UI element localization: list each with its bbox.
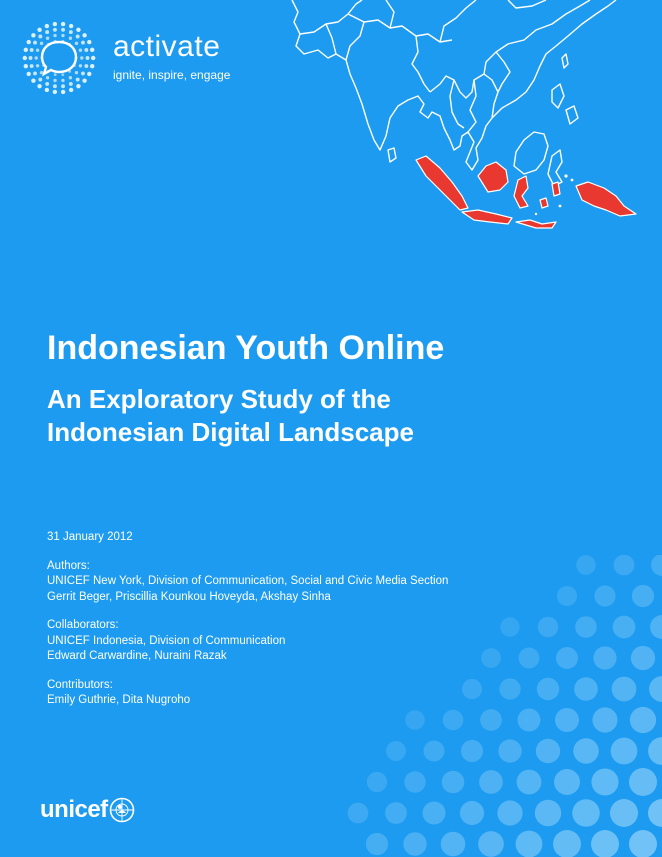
logo-dot xyxy=(37,84,41,88)
logo-dot xyxy=(82,78,86,82)
logo-dot xyxy=(33,41,37,45)
collaborators-line: Edward Carwardine, Nuraini Razak xyxy=(47,650,227,662)
pattern-dot xyxy=(573,738,599,764)
logo-dot xyxy=(30,64,34,68)
indonesia-highlight xyxy=(416,156,636,228)
pattern-dot xyxy=(594,585,615,606)
pattern-dot xyxy=(478,831,504,857)
report-subtitle xyxy=(47,383,414,450)
pattern-dot xyxy=(516,831,543,857)
pattern-dot xyxy=(535,800,561,826)
report-title: Indonesian Youth Online xyxy=(47,329,445,367)
pattern-dot xyxy=(614,555,635,575)
logo-dot xyxy=(87,72,91,76)
unicef-wordmark: unicef xyxy=(40,796,108,823)
pattern-dot xyxy=(650,615,662,639)
activate-logo xyxy=(18,18,238,102)
brand-name: activate xyxy=(113,30,221,63)
speech-bubble-dots-icon xyxy=(18,18,100,100)
pattern-dot xyxy=(536,739,560,763)
pattern-dot xyxy=(648,799,662,827)
logo-dot xyxy=(35,56,38,59)
logo-dot xyxy=(40,71,43,74)
pattern-dot xyxy=(385,802,407,824)
logo-dot xyxy=(69,37,72,40)
logo-dot xyxy=(76,78,80,82)
logo-dot xyxy=(76,84,80,88)
logo-dot xyxy=(61,28,65,32)
sulawesi-shape xyxy=(514,176,528,208)
logo-dot xyxy=(69,30,73,34)
logo-dot xyxy=(79,49,82,52)
pattern-dot xyxy=(612,677,637,702)
logo-dot xyxy=(61,73,64,76)
pattern-dot xyxy=(479,770,503,794)
authors-heading: Authors: xyxy=(47,559,90,572)
pattern-dot xyxy=(517,770,542,795)
logo-dot xyxy=(53,28,57,32)
subtitle-line: An Exploratory Study of the xyxy=(47,384,391,414)
pattern-dot xyxy=(554,769,580,795)
logo-dot xyxy=(53,34,56,37)
pattern-dot xyxy=(632,585,654,607)
pattern-dot xyxy=(611,738,638,765)
pattern-dot xyxy=(592,707,617,732)
logo-dot xyxy=(36,49,39,52)
pattern-dot xyxy=(461,740,483,762)
pattern-dot xyxy=(556,647,578,669)
pattern-dot xyxy=(460,801,484,825)
subtitle-line: Indonesian Digital Landscape xyxy=(47,417,414,448)
pattern-dot xyxy=(576,555,596,575)
pattern-dot xyxy=(518,709,541,732)
logo-dot xyxy=(45,30,49,34)
logo-dot xyxy=(23,56,27,60)
logo-dot xyxy=(87,40,91,44)
pattern-dot xyxy=(405,710,424,729)
logo-dot xyxy=(61,84,65,88)
nusa-tenggara-shape xyxy=(516,220,556,228)
kalimantan-shape xyxy=(478,162,508,192)
contributors-heading: Contributors: xyxy=(47,678,113,691)
logo-dot xyxy=(53,22,57,26)
logo-dot xyxy=(27,72,31,76)
logo-dot xyxy=(45,24,49,28)
logo-dot xyxy=(90,48,94,52)
pattern-dot xyxy=(386,741,406,761)
report-date: 31 January 2012 xyxy=(47,531,133,543)
logo-dot xyxy=(53,90,57,94)
pattern-dot xyxy=(649,676,662,702)
pattern-dot xyxy=(366,833,388,855)
logo-dot xyxy=(61,34,64,37)
logo-dot xyxy=(61,90,65,94)
pattern-dot xyxy=(630,707,656,733)
pattern-dot xyxy=(557,586,577,606)
unicef-emblem-icon xyxy=(109,797,135,823)
logo-dot xyxy=(91,56,95,60)
pattern-dot xyxy=(648,737,662,765)
mainland-coastline xyxy=(292,0,616,170)
logo-dot xyxy=(54,73,57,76)
pattern-dot xyxy=(575,616,597,638)
maluku-shape xyxy=(552,182,560,196)
logo-dot xyxy=(38,35,42,39)
pattern-dot xyxy=(572,799,600,827)
pattern-dot xyxy=(422,801,445,824)
collaborators-line: UNICEF Indonesia, Division of Communication xyxy=(47,634,286,647)
logo-dot xyxy=(36,64,39,67)
pattern-dot xyxy=(613,616,636,639)
pattern-dot xyxy=(553,830,581,857)
papua-shape xyxy=(576,182,636,216)
logo-dot xyxy=(61,22,65,26)
pattern-dot xyxy=(537,678,559,700)
collaborators-heading: Collaborators: xyxy=(47,619,119,631)
logo-dot xyxy=(24,64,28,68)
logo-dot xyxy=(81,71,85,75)
pattern-dot xyxy=(555,708,579,732)
asia-map-illustration xyxy=(290,0,662,240)
pattern-dot xyxy=(593,646,616,669)
pattern-dot xyxy=(629,768,657,796)
logo-dot xyxy=(29,56,33,60)
logo-dot xyxy=(61,79,64,82)
pattern-dot xyxy=(651,555,662,576)
java-shape xyxy=(462,210,512,224)
pattern-dot xyxy=(591,830,619,857)
pattern-dot xyxy=(348,803,369,824)
logo-dot xyxy=(76,35,80,39)
logo-dot xyxy=(27,40,31,44)
logo-dot xyxy=(69,76,72,79)
logo-dot xyxy=(24,48,28,52)
pattern-dot xyxy=(629,830,657,857)
logo-dot xyxy=(79,64,82,67)
sumatra-shape xyxy=(416,156,468,210)
logo-dot xyxy=(40,42,43,45)
logo-dot xyxy=(69,88,73,92)
pattern-dot xyxy=(481,648,501,668)
date-block xyxy=(47,530,448,546)
speech-bubble-outline xyxy=(42,42,76,74)
pattern-dot xyxy=(423,740,444,761)
pattern-dot xyxy=(367,772,387,792)
pattern-dot xyxy=(500,617,519,636)
pattern-dot xyxy=(591,768,618,795)
logo-dot xyxy=(90,64,94,68)
authors-line: UNICEF New York, Division of Communication, Social and Civic Media Section xyxy=(47,575,449,587)
pattern-dot xyxy=(480,709,502,731)
logo-dot xyxy=(53,84,57,88)
logo-dot xyxy=(75,42,78,45)
logo-dot xyxy=(46,76,49,79)
logo-dot xyxy=(76,28,80,32)
pattern-dot xyxy=(443,710,464,731)
logo-dot xyxy=(84,64,88,68)
logo-dot xyxy=(80,56,83,59)
logo-dot xyxy=(31,78,35,82)
logo-dot xyxy=(53,79,56,82)
logo-dot xyxy=(30,48,34,52)
pattern-dot xyxy=(610,799,638,827)
contributors-line: Emily Guthrie, Dita Nugroho xyxy=(47,694,191,706)
pattern-dot xyxy=(404,771,425,792)
pattern-dot xyxy=(497,800,522,825)
logo-dot xyxy=(82,33,86,37)
logo-dot xyxy=(37,28,41,32)
pattern-dot xyxy=(631,646,655,670)
pattern-dot xyxy=(441,832,466,857)
pattern-dot xyxy=(498,739,521,762)
authors-line: Gerrit Beger, Priscillia Kounkou Hoveyda, Akshay Sinha xyxy=(47,590,331,603)
logo-dot xyxy=(31,33,35,37)
pattern-dot xyxy=(499,678,520,699)
pattern-dot xyxy=(442,771,465,794)
logo-dot xyxy=(69,82,73,86)
pattern-dot xyxy=(574,677,598,701)
logo-dot xyxy=(81,41,85,45)
unicef-logo xyxy=(40,797,135,827)
logo-dot xyxy=(84,48,88,52)
logo-dot xyxy=(45,88,49,92)
pattern-dot xyxy=(462,679,482,699)
logo-dot xyxy=(46,37,49,40)
logo-dot xyxy=(45,82,49,86)
pattern-dot xyxy=(403,832,426,855)
logo-dot xyxy=(75,71,78,74)
brand-tagline: ignite, inspire, engage xyxy=(113,68,231,82)
logo-dot xyxy=(33,71,37,75)
logo-dot xyxy=(69,24,73,28)
logo-dot xyxy=(86,56,90,60)
pattern-dot xyxy=(538,617,558,637)
pattern-dot xyxy=(519,648,540,669)
logo-dot xyxy=(38,78,42,82)
decorative-dot-pattern xyxy=(340,555,662,857)
